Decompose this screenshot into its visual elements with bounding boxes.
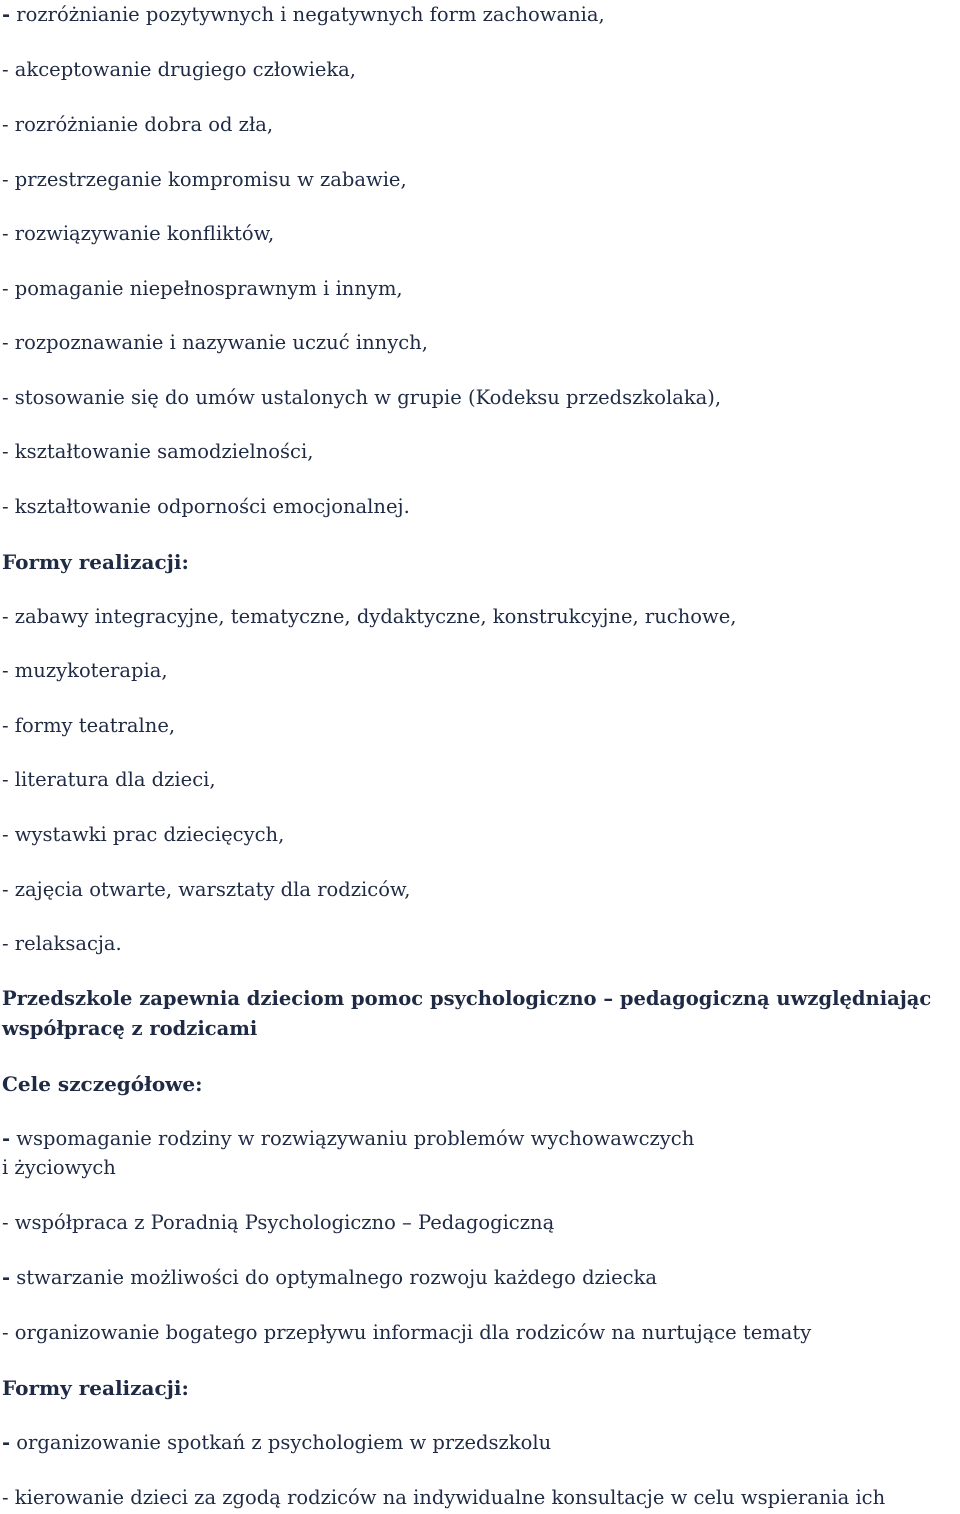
list-item: - literatura dla dzieci,	[2, 768, 216, 791]
list-item: - zajęcia otwarte, warsztaty dla rodziców,	[2, 878, 411, 901]
list-item: - akceptowanie drugiego człowieka,	[2, 58, 357, 81]
list-item-text: - kierowanie dzieci za zgodą rodziców na indywidualne konsultacje w celu wspierania ich	[2, 1486, 886, 1509]
section-title-line-1: Przedszkole zapewnia dzieciom pomoc psychologiczno – pedagogiczną uwzględniając	[2, 987, 932, 1010]
goal-text: - organizowanie bogatego przepływu informacji dla rodziców na nurtujące tematy	[2, 1321, 812, 1344]
list-item	[2, 2, 605, 28]
list-dash: -	[2, 3, 11, 26]
list-item	[2, 1430, 551, 1456]
list-item: - zabawy integracyjne, tematyczne, dydaktyczne, konstrukcyjne, ruchowe,	[2, 605, 737, 628]
list-item: - wystawki prac dziecięcych,	[2, 823, 285, 846]
list-item: - formy teatralne,	[2, 714, 176, 737]
list-item: - stosowanie się do umów ustalonych w grupie (Kodeksu przedszkolaka),	[2, 386, 722, 409]
goal-item-continuation: i życiowych	[2, 1156, 116, 1179]
list-item: - muzykoterapia,	[2, 659, 168, 682]
goal-dash: -	[2, 1127, 11, 1150]
goal-text: stwarzanie możliwości do optymalnego rozwoju każdego dziecka	[10, 1266, 657, 1289]
goal-item	[2, 1320, 811, 1346]
goals-heading: Cele szczegółowe:	[2, 1072, 203, 1096]
list-item-text: organizowanie spotkań z psychologiem w przedszkolu	[10, 1431, 552, 1454]
goal-dash: -	[2, 1266, 11, 1289]
goal-item	[2, 1265, 657, 1291]
section-heading: Formy realizacji:	[2, 1376, 189, 1400]
list-item: - rozwiązywanie konfliktów,	[2, 222, 275, 245]
goal-text: - współpraca z Poradnią Psychologiczno – Pedagogiczną	[2, 1211, 555, 1234]
section-heading: Formy realizacji:	[2, 550, 189, 574]
goal-item	[2, 1210, 554, 1236]
list-item: - relaksacja.	[2, 932, 122, 955]
goal-item	[2, 1126, 694, 1152]
list-item: - przestrzeganie kompromisu w zabawie,	[2, 168, 407, 191]
list-item: - pomaganie niepełnosprawnym i innym,	[2, 277, 403, 300]
list-dash: -	[2, 1431, 11, 1454]
section-title-line-2: współpracę z rodzicami	[2, 1017, 258, 1040]
goal-text: wspomaganie rodziny w rozwiązywaniu problemów wychowawczych	[10, 1127, 695, 1150]
list-item: - kształtowanie samodzielności,	[2, 440, 314, 463]
list-item: - rozróżnianie dobra od zła,	[2, 113, 274, 136]
list-item	[2, 1485, 885, 1511]
list-item: - rozpoznawanie i nazywanie uczuć innych,	[2, 331, 428, 354]
list-item: - kształtowanie odporności emocjonalnej.	[2, 495, 410, 518]
list-item-text: rozróżnianie pozytywnych i negatywnych form zachowania,	[10, 3, 605, 26]
